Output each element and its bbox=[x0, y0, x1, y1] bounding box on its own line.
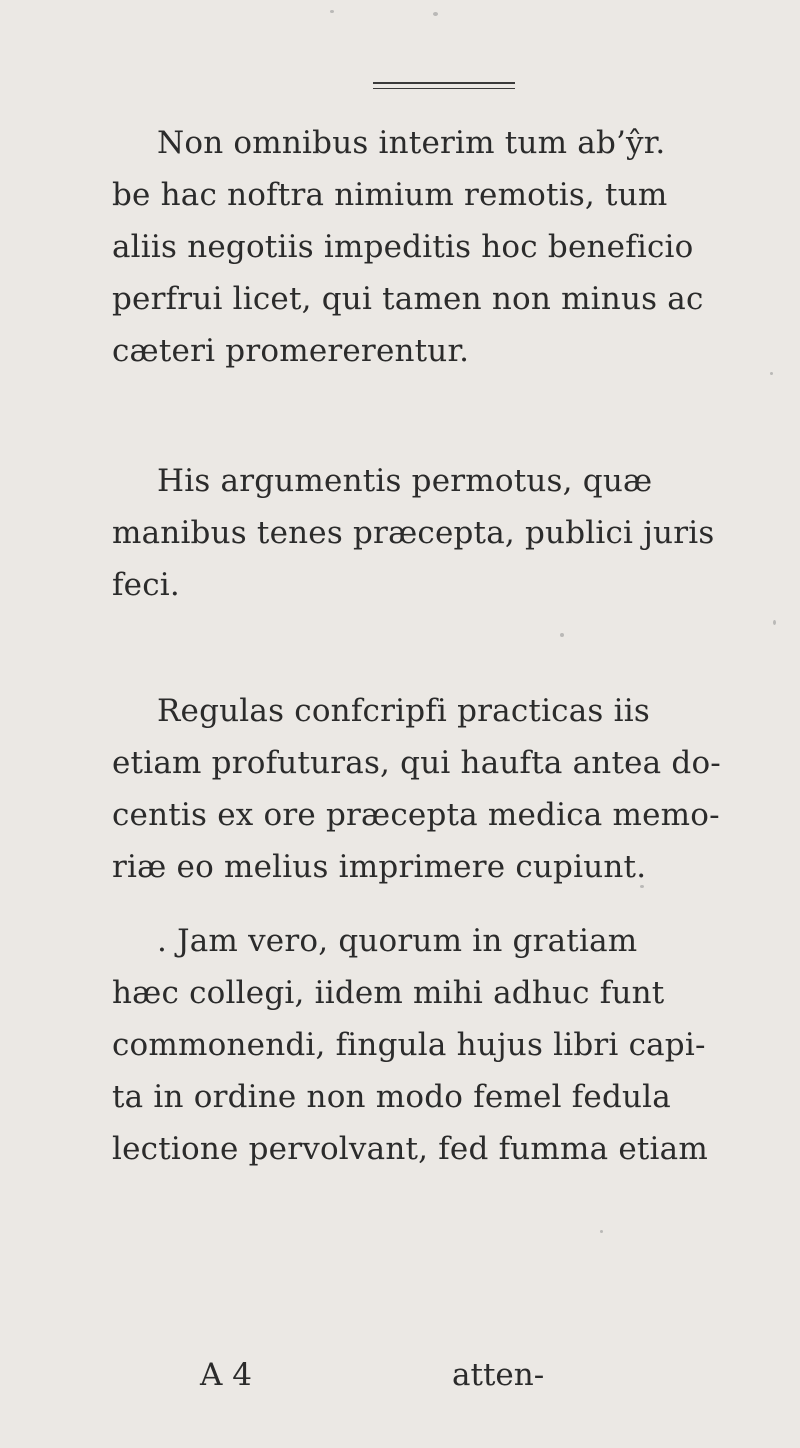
paragraph-3 bbox=[112, 685, 752, 893]
paper-speck bbox=[640, 885, 644, 888]
text-line: feci. bbox=[112, 567, 180, 603]
paper-speck bbox=[330, 10, 334, 13]
paper-speck bbox=[600, 1230, 603, 1233]
text-line: hæc collegi, iidem mihi adhuc funt bbox=[112, 975, 665, 1011]
text-line: centis ex ore præcepta medica memo- bbox=[112, 797, 720, 833]
text-line: be hac noftra nimium remotis, tum bbox=[112, 177, 668, 213]
signature-mark: A 4 bbox=[200, 1357, 252, 1393]
text-line: Non omnibus interim tum ab’ŷr. bbox=[157, 125, 666, 161]
text-line: riæ eo melius imprimere cupiunt. bbox=[112, 849, 647, 885]
catchword: atten- bbox=[452, 1357, 545, 1393]
text-line: lectione pervolvant, fed fumma etiam bbox=[112, 1131, 708, 1167]
paragraph-1 bbox=[112, 117, 752, 377]
text-line: ta in ordine non modo femel fedula bbox=[112, 1079, 671, 1115]
paper-speck bbox=[433, 12, 438, 16]
paper-speck bbox=[773, 620, 776, 625]
paper-speck bbox=[770, 372, 773, 375]
paragraph-4 bbox=[112, 915, 752, 1175]
text-line: . Jam vero, quorum in gratiam bbox=[157, 923, 638, 959]
text-line: commonendi, fingula hujus libri capi- bbox=[112, 1027, 706, 1063]
paragraph-2 bbox=[112, 455, 752, 611]
header-rule-thin bbox=[373, 88, 515, 89]
text-line: perfrui licet, qui tamen non minus ac bbox=[112, 281, 704, 317]
page-footer bbox=[0, 1349, 800, 1401]
text-line: cæteri promererentur. bbox=[112, 333, 470, 369]
text-line: His argumentis permotus, quæ bbox=[157, 463, 653, 499]
text-line: aliis negotiis impeditis hoc beneficio bbox=[112, 229, 694, 265]
header-rule bbox=[373, 82, 515, 84]
paper-speck bbox=[560, 633, 564, 637]
text-line: manibus tenes præcepta, publici juris bbox=[112, 515, 715, 551]
text-line: etiam profuturas, qui haufta antea do- bbox=[112, 745, 721, 781]
text-line: Regulas confcripfi practicas iis bbox=[157, 693, 650, 729]
